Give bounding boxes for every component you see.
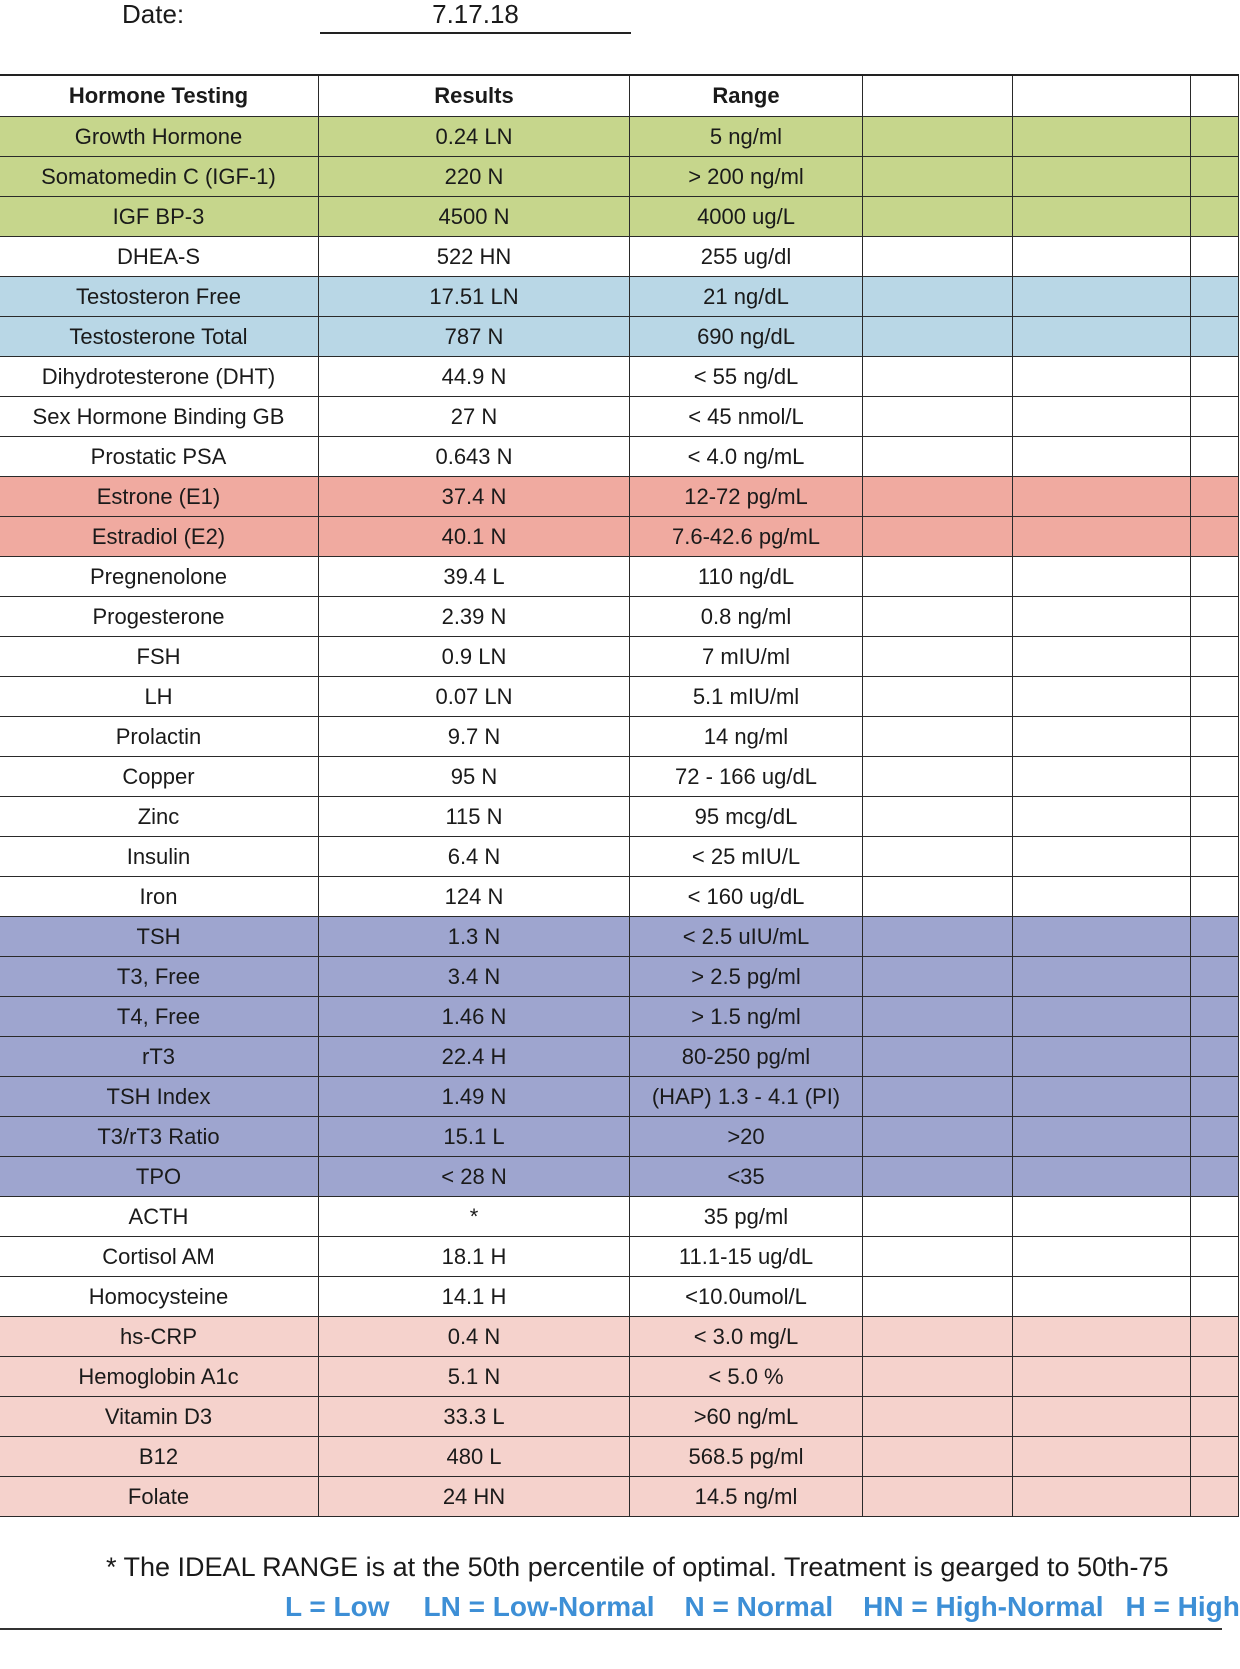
column-header-results: Results bbox=[319, 75, 630, 117]
table-row bbox=[0, 517, 1239, 557]
blank-cell bbox=[1013, 237, 1191, 277]
test-name-cell: DHEA-S bbox=[0, 237, 319, 277]
blank-cell bbox=[863, 797, 1013, 837]
blank-cell bbox=[1013, 917, 1191, 957]
blank-cell bbox=[863, 1357, 1013, 1397]
range-cell: 11.1-15 ug/dL bbox=[630, 1237, 863, 1277]
test-name-cell: T3/rT3 Ratio bbox=[0, 1117, 319, 1157]
test-name-cell: Testosteron Free bbox=[0, 277, 319, 317]
result-cell: < 28 N bbox=[319, 1157, 630, 1197]
blank-cell bbox=[1191, 557, 1239, 597]
result-cell: 17.51 LN bbox=[319, 277, 630, 317]
result-cell: 0.643 N bbox=[319, 437, 630, 477]
blank-cell bbox=[1013, 157, 1191, 197]
test-name-cell: Dihydrotesterone (DHT) bbox=[0, 357, 319, 397]
range-cell: 110 ng/dL bbox=[630, 557, 863, 597]
blank-cell bbox=[1013, 477, 1191, 517]
result-cell: 44.9 N bbox=[319, 357, 630, 397]
blank-cell bbox=[1013, 197, 1191, 237]
table-row bbox=[0, 1277, 1239, 1317]
result-cell: 22.4 H bbox=[319, 1037, 630, 1077]
blank-cell bbox=[1191, 957, 1239, 997]
table-row bbox=[0, 997, 1239, 1037]
blank-cell bbox=[1191, 1357, 1239, 1397]
hormone-results-table bbox=[0, 74, 1239, 1517]
blank-cell bbox=[1013, 717, 1191, 757]
blank-cell bbox=[1013, 837, 1191, 877]
test-name-cell: Folate bbox=[0, 1477, 319, 1517]
table-row bbox=[0, 597, 1239, 637]
blank-cell bbox=[1191, 1237, 1239, 1277]
range-cell: 14.5 ng/ml bbox=[630, 1477, 863, 1517]
table-row bbox=[0, 117, 1239, 157]
result-cell: 39.4 L bbox=[319, 557, 630, 597]
result-cell: 6.4 N bbox=[319, 837, 630, 877]
table-row bbox=[0, 837, 1239, 877]
blank-cell bbox=[1191, 997, 1239, 1037]
blank-cell bbox=[1013, 797, 1191, 837]
range-cell: > 200 ng/ml bbox=[630, 157, 863, 197]
test-name-cell: Sex Hormone Binding GB bbox=[0, 397, 319, 437]
table-row bbox=[0, 917, 1239, 957]
blank-cell bbox=[1013, 1277, 1191, 1317]
result-cell: 14.1 H bbox=[319, 1277, 630, 1317]
blank-cell bbox=[863, 757, 1013, 797]
legend-item: L = Low bbox=[285, 1591, 390, 1622]
blank-cell bbox=[863, 597, 1013, 637]
blank-cell bbox=[1013, 1237, 1191, 1277]
blank-cell bbox=[863, 317, 1013, 357]
blank-cell bbox=[863, 1117, 1013, 1157]
blank-cell bbox=[863, 237, 1013, 277]
blank-cell bbox=[1191, 317, 1239, 357]
blank-cell bbox=[863, 1397, 1013, 1437]
blank-cell bbox=[863, 917, 1013, 957]
table-row bbox=[0, 1157, 1239, 1197]
blank-cell bbox=[1013, 557, 1191, 597]
blank-cell bbox=[1013, 957, 1191, 997]
blank-cell bbox=[1191, 1037, 1239, 1077]
range-cell: 690 ng/dL bbox=[630, 317, 863, 357]
blank-cell bbox=[1191, 917, 1239, 957]
table-row bbox=[0, 1477, 1239, 1517]
blank-cell bbox=[1013, 437, 1191, 477]
range-cell: 7 mIU/ml bbox=[630, 637, 863, 677]
table-row bbox=[0, 157, 1239, 197]
blank-cell bbox=[1191, 477, 1239, 517]
table-row bbox=[0, 1357, 1239, 1397]
range-cell: 255 ug/dl bbox=[630, 237, 863, 277]
range-cell: <10.0umol/L bbox=[630, 1277, 863, 1317]
table-row bbox=[0, 797, 1239, 837]
blank-cell bbox=[1013, 1157, 1191, 1197]
table-row bbox=[0, 1117, 1239, 1157]
test-name-cell: TSH Index bbox=[0, 1077, 319, 1117]
blank-cell bbox=[1191, 397, 1239, 437]
result-cell: 27 N bbox=[319, 397, 630, 437]
range-cell: < 160 ug/dL bbox=[630, 877, 863, 917]
blank-cell bbox=[863, 677, 1013, 717]
blank-cell bbox=[1013, 1477, 1191, 1517]
table-row bbox=[0, 477, 1239, 517]
test-name-cell: Progesterone bbox=[0, 597, 319, 637]
bottom-divider bbox=[0, 1628, 1222, 1630]
test-name-cell: Cortisol AM bbox=[0, 1237, 319, 1277]
blank-cell bbox=[863, 197, 1013, 237]
blank-cell bbox=[1013, 517, 1191, 557]
table-row bbox=[0, 1437, 1239, 1477]
result-cell: 37.4 N bbox=[319, 477, 630, 517]
result-cell: 124 N bbox=[319, 877, 630, 917]
table-row bbox=[0, 277, 1239, 317]
test-name-cell: Copper bbox=[0, 757, 319, 797]
range-cell: < 4.0 ng/mL bbox=[630, 437, 863, 477]
range-cell: (HAP) 1.3 - 4.1 (PI) bbox=[630, 1077, 863, 1117]
column-header-blank bbox=[863, 75, 1013, 117]
blank-cell bbox=[1013, 1077, 1191, 1117]
range-cell: < 25 mIU/L bbox=[630, 837, 863, 877]
test-name-cell: rT3 bbox=[0, 1037, 319, 1077]
range-cell: 35 pg/ml bbox=[630, 1197, 863, 1237]
blank-cell bbox=[863, 397, 1013, 437]
table-header-row bbox=[0, 75, 1239, 117]
blank-cell bbox=[1013, 1037, 1191, 1077]
blank-cell bbox=[863, 1077, 1013, 1117]
blank-cell bbox=[1013, 1117, 1191, 1157]
range-cell: 568.5 pg/ml bbox=[630, 1437, 863, 1477]
blank-cell bbox=[1191, 757, 1239, 797]
blank-cell bbox=[863, 277, 1013, 317]
blank-cell bbox=[1013, 317, 1191, 357]
blank-cell bbox=[1191, 437, 1239, 477]
legend-item: HN = High-Normal bbox=[863, 1591, 1104, 1622]
table-row bbox=[0, 237, 1239, 277]
table-row bbox=[0, 717, 1239, 757]
result-cell: 40.1 N bbox=[319, 517, 630, 557]
blank-cell bbox=[1013, 1437, 1191, 1477]
blank-cell bbox=[1013, 1357, 1191, 1397]
result-cell: 1.49 N bbox=[319, 1077, 630, 1117]
date-underline bbox=[320, 32, 631, 34]
column-header-test: Hormone Testing bbox=[0, 75, 319, 117]
table-body bbox=[0, 117, 1239, 1517]
range-cell: 7.6-42.6 pg/mL bbox=[630, 517, 863, 557]
range-cell: < 55 ng/dL bbox=[630, 357, 863, 397]
result-cell: 220 N bbox=[319, 157, 630, 197]
blank-cell bbox=[863, 877, 1013, 917]
result-cell: 3.4 N bbox=[319, 957, 630, 997]
blank-cell bbox=[1013, 997, 1191, 1037]
result-cell: 18.1 H bbox=[319, 1237, 630, 1277]
result-cell: 0.4 N bbox=[319, 1317, 630, 1357]
blank-cell bbox=[863, 477, 1013, 517]
blank-cell bbox=[863, 997, 1013, 1037]
blank-cell bbox=[1013, 357, 1191, 397]
result-cell: 522 HN bbox=[319, 237, 630, 277]
range-cell: 0.8 ng/ml bbox=[630, 597, 863, 637]
table-row bbox=[0, 877, 1239, 917]
blank-cell bbox=[1191, 797, 1239, 837]
test-name-cell: B12 bbox=[0, 1437, 319, 1477]
test-name-cell: TPO bbox=[0, 1157, 319, 1197]
test-name-cell: Somatomedin C (IGF-1) bbox=[0, 157, 319, 197]
blank-cell bbox=[1191, 197, 1239, 237]
blank-cell bbox=[1013, 677, 1191, 717]
blank-cell bbox=[1191, 117, 1239, 157]
test-name-cell: T3, Free bbox=[0, 957, 319, 997]
date-label: Date: bbox=[122, 0, 185, 29]
blank-cell bbox=[1013, 277, 1191, 317]
legend-item: H = High bbox=[1125, 1591, 1240, 1622]
column-header-blank bbox=[1013, 75, 1191, 117]
blank-cell bbox=[1013, 1197, 1191, 1237]
blank-cell bbox=[863, 1317, 1013, 1357]
blank-cell bbox=[1191, 357, 1239, 397]
table-row bbox=[0, 1237, 1239, 1277]
table-row bbox=[0, 677, 1239, 717]
range-cell: 14 ng/ml bbox=[630, 717, 863, 757]
table-row bbox=[0, 1317, 1239, 1357]
test-name-cell: Growth Hormone bbox=[0, 117, 319, 157]
blank-cell bbox=[863, 1277, 1013, 1317]
result-cell: 0.24 LN bbox=[319, 117, 630, 157]
result-cell: 787 N bbox=[319, 317, 630, 357]
result-cell: 0.07 LN bbox=[319, 677, 630, 717]
range-cell: 4000 ug/L bbox=[630, 197, 863, 237]
legend-item: N = Normal bbox=[684, 1591, 834, 1622]
blank-cell bbox=[1191, 1117, 1239, 1157]
result-cell: 9.7 N bbox=[319, 717, 630, 757]
table-row bbox=[0, 1197, 1239, 1237]
blank-cell bbox=[1013, 597, 1191, 637]
result-cell: 480 L bbox=[319, 1437, 630, 1477]
blank-cell bbox=[1191, 877, 1239, 917]
blank-cell bbox=[863, 957, 1013, 997]
range-cell: < 5.0 % bbox=[630, 1357, 863, 1397]
test-name-cell: Vitamin D3 bbox=[0, 1397, 319, 1437]
blank-cell bbox=[1191, 637, 1239, 677]
blank-cell bbox=[1013, 757, 1191, 797]
range-cell: 95 mcg/dL bbox=[630, 797, 863, 837]
blank-cell bbox=[1013, 637, 1191, 677]
column-header-blank bbox=[1191, 75, 1239, 117]
blank-cell bbox=[1013, 1397, 1191, 1437]
test-name-cell: Estrone (E1) bbox=[0, 477, 319, 517]
test-name-cell: IGF BP-3 bbox=[0, 197, 319, 237]
blank-cell bbox=[1191, 277, 1239, 317]
range-cell: 80-250 pg/ml bbox=[630, 1037, 863, 1077]
blank-cell bbox=[863, 357, 1013, 397]
date-value: 7.17.18 bbox=[432, 0, 519, 29]
table-row bbox=[0, 437, 1239, 477]
result-cell: 24 HN bbox=[319, 1477, 630, 1517]
test-name-cell: Testosterone Total bbox=[0, 317, 319, 357]
table-row bbox=[0, 317, 1239, 357]
table-row bbox=[0, 557, 1239, 597]
blank-cell bbox=[1191, 1477, 1239, 1517]
test-name-cell: Zinc bbox=[0, 797, 319, 837]
test-name-cell: ACTH bbox=[0, 1197, 319, 1237]
result-cell: 1.46 N bbox=[319, 997, 630, 1037]
blank-cell bbox=[1191, 157, 1239, 197]
blank-cell bbox=[863, 157, 1013, 197]
blank-cell bbox=[1191, 677, 1239, 717]
blank-cell bbox=[863, 1157, 1013, 1197]
test-name-cell: hs-CRP bbox=[0, 1317, 319, 1357]
blank-cell bbox=[1191, 717, 1239, 757]
blank-cell bbox=[1191, 1077, 1239, 1117]
range-cell: <35 bbox=[630, 1157, 863, 1197]
test-name-cell: Pregnenolone bbox=[0, 557, 319, 597]
blank-cell bbox=[863, 1037, 1013, 1077]
test-name-cell: Homocysteine bbox=[0, 1277, 319, 1317]
blank-cell bbox=[1191, 837, 1239, 877]
result-cell: * bbox=[319, 1197, 630, 1237]
test-name-cell: Estradiol (E2) bbox=[0, 517, 319, 557]
blank-cell bbox=[863, 1197, 1013, 1237]
table-row bbox=[0, 1077, 1239, 1117]
blank-cell bbox=[1191, 1157, 1239, 1197]
blank-cell bbox=[1191, 517, 1239, 557]
blank-cell bbox=[1191, 597, 1239, 637]
range-cell: 12-72 pg/mL bbox=[630, 477, 863, 517]
blank-cell bbox=[1191, 237, 1239, 277]
range-cell: 5.1 mIU/ml bbox=[630, 677, 863, 717]
blank-cell bbox=[1013, 877, 1191, 917]
table-row bbox=[0, 397, 1239, 437]
blank-cell bbox=[1191, 1317, 1239, 1357]
blank-cell bbox=[1013, 397, 1191, 437]
table-row bbox=[0, 637, 1239, 677]
test-name-cell: T4, Free bbox=[0, 997, 319, 1037]
test-name-cell: LH bbox=[0, 677, 319, 717]
result-cell: 15.1 L bbox=[319, 1117, 630, 1157]
ideal-range-footnote: * The IDEAL RANGE is at the 50th percentile of optimal. Treatment is gearged to 50th-75 bbox=[106, 1552, 1169, 1582]
blank-cell bbox=[863, 717, 1013, 757]
blank-cell bbox=[863, 1437, 1013, 1477]
result-cell: 2.39 N bbox=[319, 597, 630, 637]
range-cell: >60 ng/mL bbox=[630, 1397, 863, 1437]
range-cell: > 1.5 ng/ml bbox=[630, 997, 863, 1037]
range-cell: 72 - 166 ug/dL bbox=[630, 757, 863, 797]
blank-cell bbox=[863, 1237, 1013, 1277]
blank-cell bbox=[1191, 1397, 1239, 1437]
test-name-cell: TSH bbox=[0, 917, 319, 957]
blank-cell bbox=[1191, 1437, 1239, 1477]
test-name-cell: Prolactin bbox=[0, 717, 319, 757]
range-cell: > 2.5 pg/ml bbox=[630, 957, 863, 997]
range-cell: < 45 nmol/L bbox=[630, 397, 863, 437]
blank-cell bbox=[863, 437, 1013, 477]
blank-cell bbox=[1013, 1317, 1191, 1357]
table-row bbox=[0, 957, 1239, 997]
range-cell: >20 bbox=[630, 1117, 863, 1157]
range-cell: < 3.0 mg/L bbox=[630, 1317, 863, 1357]
blank-cell bbox=[863, 1477, 1013, 1517]
result-cell: 5.1 N bbox=[319, 1357, 630, 1397]
blank-cell bbox=[1191, 1197, 1239, 1237]
table-row bbox=[0, 1397, 1239, 1437]
blank-cell bbox=[863, 837, 1013, 877]
test-name-cell: Iron bbox=[0, 877, 319, 917]
result-cell: 4500 N bbox=[319, 197, 630, 237]
blank-cell bbox=[863, 117, 1013, 157]
blank-cell bbox=[863, 557, 1013, 597]
result-cell: 95 N bbox=[319, 757, 630, 797]
blank-cell bbox=[863, 517, 1013, 557]
table-row bbox=[0, 357, 1239, 397]
range-cell: < 2.5 uIU/mL bbox=[630, 917, 863, 957]
test-name-cell: Hemoglobin A1c bbox=[0, 1357, 319, 1397]
legend-item: LN = Low-Normal bbox=[423, 1591, 655, 1622]
blank-cell bbox=[863, 637, 1013, 677]
table-row bbox=[0, 197, 1239, 237]
test-name-cell: FSH bbox=[0, 637, 319, 677]
result-cell: 0.9 LN bbox=[319, 637, 630, 677]
result-cell: 33.3 L bbox=[319, 1397, 630, 1437]
result-cell: 1.3 N bbox=[319, 917, 630, 957]
table-row bbox=[0, 757, 1239, 797]
column-header-range: Range bbox=[630, 75, 863, 117]
blank-cell bbox=[1013, 117, 1191, 157]
table-row bbox=[0, 1037, 1239, 1077]
test-name-cell: Prostatic PSA bbox=[0, 437, 319, 477]
test-name-cell: Insulin bbox=[0, 837, 319, 877]
range-cell: 5 ng/ml bbox=[630, 117, 863, 157]
range-cell: 21 ng/dL bbox=[630, 277, 863, 317]
result-code-legend bbox=[285, 1590, 1240, 1624]
result-cell: 115 N bbox=[319, 797, 630, 837]
blank-cell bbox=[1191, 1277, 1239, 1317]
